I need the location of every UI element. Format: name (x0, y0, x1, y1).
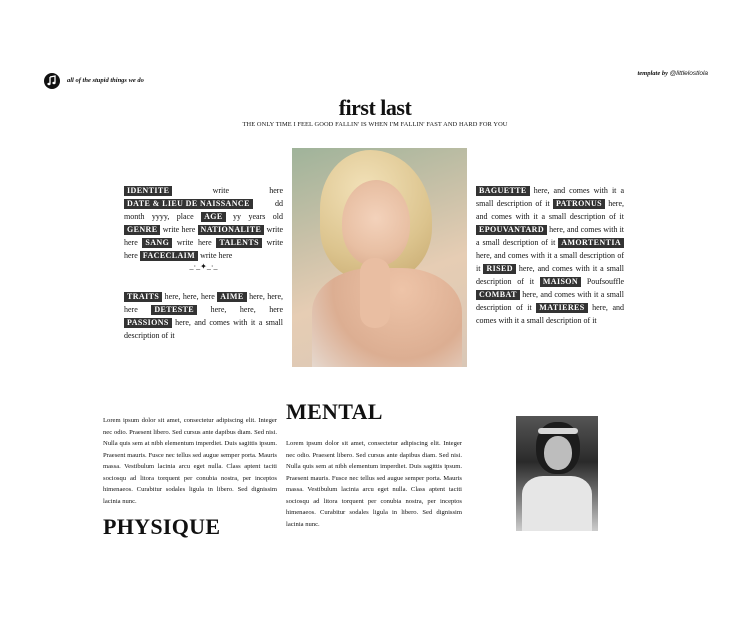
faceclaim-portrait (292, 148, 467, 367)
physique-heading: PHYSIQUE (103, 514, 221, 539)
matieres-value: here, and comes with it a small description of it (476, 303, 625, 325)
genre-value: write here (162, 225, 196, 234)
right-info-block (476, 184, 624, 327)
passions-value: here, and comes with it a small description of it (124, 318, 283, 340)
music-note-icon (44, 73, 60, 89)
tag-matieres: MATIERES (536, 303, 587, 313)
sang-value: write here (176, 238, 212, 247)
decorative-divider: _·_✦_·_ (189, 262, 218, 271)
nationalite-value: write here (124, 225, 283, 247)
tag-faceclaim: FACECLAIM (140, 251, 198, 261)
character-name: first last (338, 95, 412, 120)
header-music-icon (44, 73, 60, 89)
title-quote: THE ONLY TIME I FEEL GOOD FALLIN' IS WHEN I'M FALLIN' FAST AND HARD FOR YOU (242, 121, 508, 128)
epouvantard-value: here, and comes with it a small description of it (476, 225, 625, 247)
tag-identite: IDENTITE (124, 186, 172, 196)
identite-value: write here (212, 186, 283, 195)
bw-photo-face (544, 436, 572, 470)
tag-amortentia: AMORTENTIA (558, 238, 624, 248)
faceclaim-value: write here (200, 251, 233, 260)
tag-baguette: BAGUETTE (476, 186, 530, 196)
date-value: dd month yyyy, place (124, 199, 283, 221)
rised-value: here, and comes with it a small description of it (476, 264, 625, 286)
mental-photo (516, 416, 598, 531)
left-info-block (124, 184, 283, 262)
tag-genre: GENRE (124, 225, 160, 235)
age-value: yy years old (233, 212, 283, 221)
combat-value: here, and comes with it a small description of it (476, 290, 625, 312)
tag-passions: PASSIONS (124, 318, 172, 328)
aime-value: here, here, here (124, 292, 284, 314)
talents-value: write here (124, 238, 283, 260)
bw-photo-headband (538, 428, 578, 434)
credit-prefix: template by (637, 70, 668, 77)
mental-text: Lorem ipsum dolor sit amet, consectetur adipiscing elit. Integer nec odio. Praesent libero. Sed cursus ante dapibus diam. Sed nisi. Nulla quis sem at nibh elementum imperdiet. Duis sagittis ipsum. Praesent mauris. Fusce nec tellus sed augue semper porta. Mauris massa. Vestibulum lacinia arcu eget nulla. Class aptent taciti sociosqu ad litora torquent per conubia nostra, per inceptos himenaeos. Curabitur sodales ligula in libero. Sed dignissim lacinia nunc. (286, 440, 462, 528)
left-traits-block (124, 290, 283, 342)
tag-combat: COMBAT (476, 290, 520, 300)
tag-date-lieu-naissance: DATE & LIEU DE NAISSANCE (124, 199, 253, 209)
portrait-hand (360, 258, 390, 328)
tag-sang: SANG (142, 238, 172, 248)
amortentia-value: here, and comes with it a small description of it (476, 251, 624, 273)
maison-value: Poufsouffle (586, 277, 625, 286)
patronus-value: here, and comes with it a small description of it (476, 199, 625, 221)
tag-maison: MAISON (540, 277, 581, 287)
mental-heading: MENTAL (286, 399, 383, 424)
portrait-face (342, 180, 410, 266)
tag-age: AGE (201, 212, 226, 222)
baguette-value: here, and comes with it a small description of it (476, 186, 624, 208)
tag-patronus: PATRONUS (553, 199, 605, 209)
template-credit (637, 70, 708, 77)
tag-talents: TALENTS (216, 238, 262, 248)
tag-rised: RISED (483, 264, 515, 274)
tag-aime: AIME (217, 292, 246, 302)
deteste-value: here, here, here (210, 305, 284, 314)
bw-photo-shirt (522, 476, 592, 531)
tag-nationalite: NATIONALITE (198, 225, 265, 235)
credit-handle: @littlelostlola (669, 70, 708, 77)
tag-epouvantard: EPOUVANTARD (476, 225, 547, 235)
physique-text: Lorem ipsum dolor sit amet, consectetur adipiscing elit. Integer nec odio. Praesent libero. Sed cursus ante dapibus diam. Sed nisi. Nulla quis sem at nibh elementum imperdiet. Duis sagittis ipsum. Praesent mauris. Fusce nec tellus sed augue semper porta. Mauris massa. Vestibulum lacinia arcu eget nulla. Class aptent taciti sociosqu ad litora torquent per conubia nostra, per inceptos himenaeos. Curabitur sodales ligula in libero. Sed dignissim lacinia nunc. (103, 417, 277, 505)
tag-deteste: DETESTE (151, 305, 197, 315)
traits-value: here, here, here (164, 292, 215, 301)
header-tagline: all of the stupid things we do (67, 77, 144, 84)
tag-traits: TRAITS (124, 292, 162, 302)
